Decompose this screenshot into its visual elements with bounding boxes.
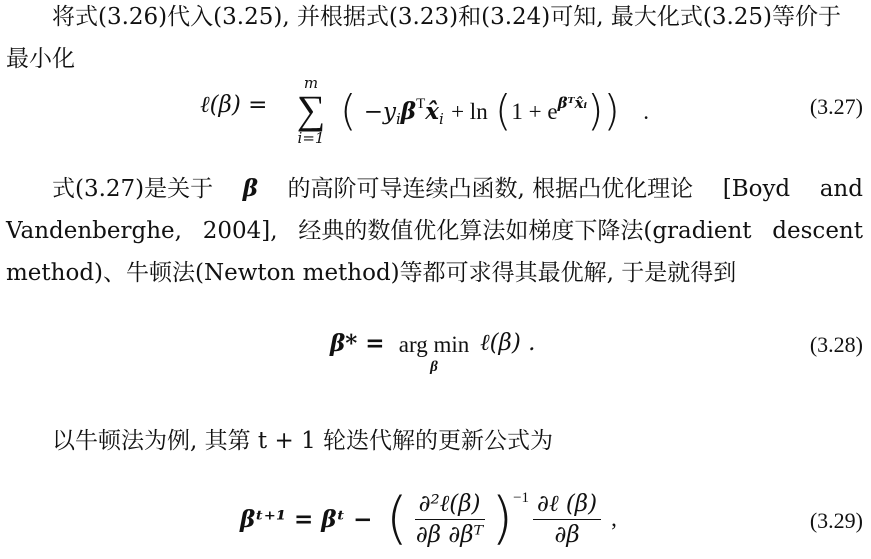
equation-number-3-29: (3.29) [809, 508, 863, 533]
paragraph-1-line-2: 最小化 [6, 46, 75, 72]
eq329-lhs: βᵗ⁺¹ = βᵗ − [240, 506, 373, 533]
equation-number-3-28: (3.28) [809, 332, 863, 357]
paragraph-1-line-1: 将式(3.26)代入(3.25), 并根据式(3.23)和(3.24)可知, 最大化式(3.25)等价于 [52, 4, 842, 30]
eq329-rhs: ( $\frac{\text{∂²ℓ(β)}}{\text{∂β ∂βᵀ}}$ ) −1 $\frac{\text{∂ℓ (β)}}{\partial\beta}$ , [386, 486, 617, 551]
paragraph-2-line-3: method)、牛顿法(Newton method)等都可求得其最优解, 于是就得到 [6, 260, 737, 286]
paragraph-3: 以牛顿法为例, 其第 t + 1 轮迭代解的更新公式为 [52, 428, 554, 454]
equation-number-3-27: (3.27) [809, 94, 863, 119]
paragraph-2-line-2: Vandenberghe, 2004], 经典的数值优化算法如梯度下降法(gradient descent [6, 218, 863, 244]
sum-lower-limit: i=1 [297, 129, 325, 147]
summation-operator [286, 76, 336, 146]
paragraph-2-line-1: 式(3.27)是关于 β 的高阶可导连续凸函数, 根据凸优化理论 [Boyd and [52, 175, 863, 202]
equation-3-29 [0, 482, 871, 558]
sum-upper-limit: m [303, 74, 319, 92]
equation-3-28 [0, 326, 871, 386]
eq328-lhs: β* = [330, 330, 385, 357]
equation-3-27 [0, 72, 871, 152]
eq327-lhs: ℓ(β) = [200, 92, 268, 118]
gradient-fraction: $\frac{\text{∂ℓ (β)}}{\partial\beta}$ [533, 491, 601, 548]
argmin-operator: arg min β [398, 332, 470, 375]
eq328-rhs: ℓ(β) . [480, 330, 536, 356]
eq327-body: ( $-y_i\beta^Tx̂_i + \ln (1 + e^{\beta ᵀx̂ᵢ})$) . [340, 86, 649, 135]
sum-symbol: ∑ [296, 87, 326, 132]
hessian-fraction: $\frac{\text{∂²ℓ(β)}}{\text{∂β ∂βᵀ}}$ [415, 490, 484, 548]
